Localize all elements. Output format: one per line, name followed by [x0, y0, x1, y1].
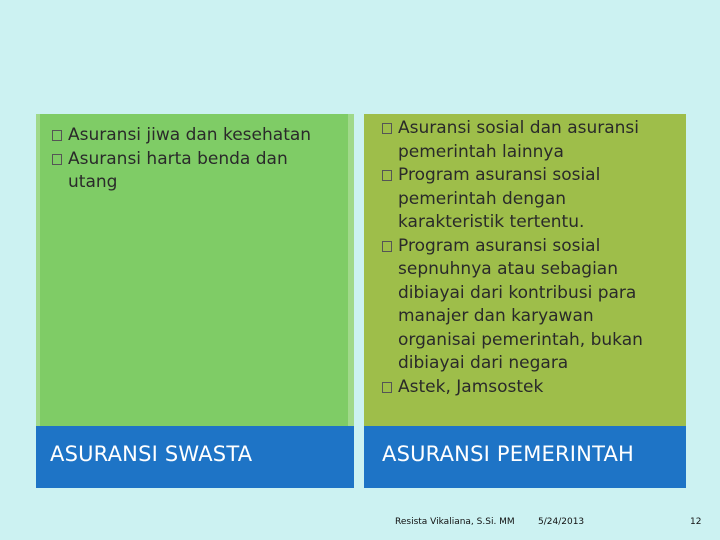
- right-panel: [364, 114, 686, 488]
- checkbox-square-icon: [52, 130, 62, 141]
- list-item: [382, 376, 676, 400]
- checkbox-square-icon: [52, 154, 62, 165]
- left-panel: [36, 114, 354, 488]
- checkbox-square-icon: [382, 382, 392, 393]
- bullet-text: Astek, Jamsostek: [398, 376, 544, 397]
- right-panel-label: ASURANSI PEMERINTAH: [364, 426, 686, 488]
- checkbox-square-icon: [382, 170, 392, 181]
- checkbox-square-icon: [382, 241, 392, 252]
- list-item: [52, 148, 338, 195]
- left-panel-label: ASURANSI SWASTA: [36, 426, 354, 488]
- page-number: 12: [690, 517, 702, 527]
- bullet-text: Asuransi harta benda dan utang: [68, 148, 288, 192]
- bullet-text: Asuransi jiwa dan kesehatan: [68, 125, 312, 145]
- bullet-text: Asuransi sosial dan asuransi pemerintah lainnya: [398, 118, 640, 162]
- bullet-text: Program asuransi sosial pemerintah dengan karakteristik tertentu.: [398, 165, 601, 232]
- list-item: [382, 164, 676, 235]
- footer-date: 5/24/2013: [538, 517, 585, 527]
- list-item: [382, 117, 676, 164]
- list-item: [52, 124, 338, 148]
- checkbox-square-icon: [382, 123, 392, 134]
- footer-author: Resista Vikaliana, S.Si. MM: [395, 517, 515, 527]
- left-content-box: [36, 114, 354, 426]
- list-item: [382, 235, 676, 376]
- right-content-box: [364, 114, 686, 426]
- bullet-text: Program asuransi sosial sepnuhnya atau sebagian dibiayai dari kontribusi para manajer dan karyawan organisai pemerintah, bukan dibiayai dari negara: [398, 235, 643, 373]
